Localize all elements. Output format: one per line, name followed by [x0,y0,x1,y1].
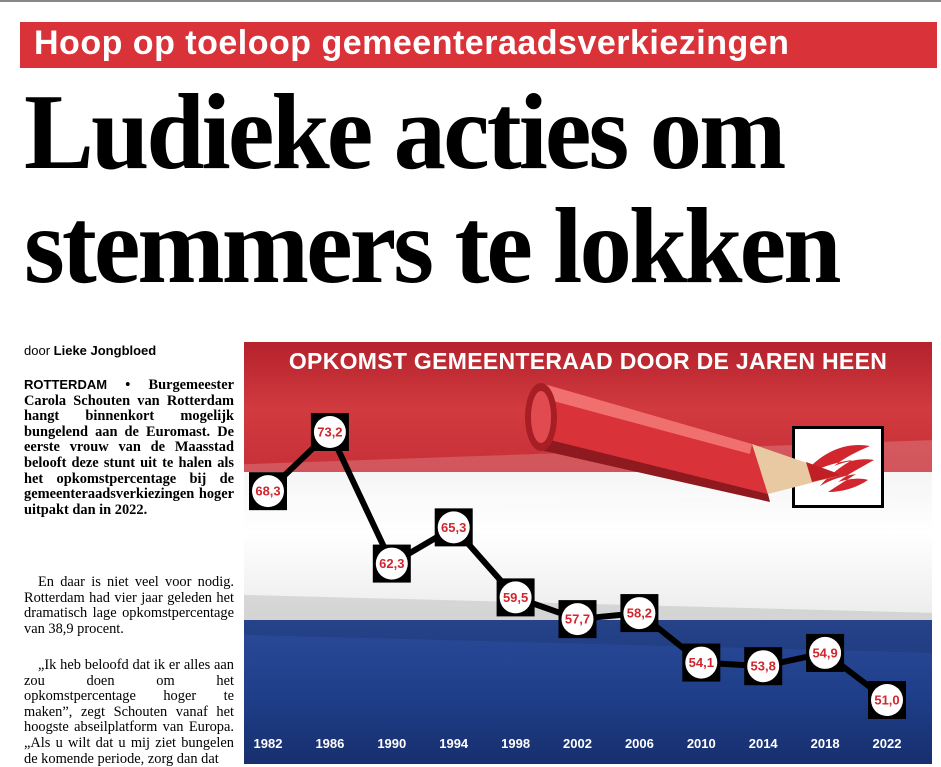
x-tick-label: 1986 [315,736,345,751]
chart-plot [244,342,932,764]
data-label: 73,2 [317,424,343,440]
x-tick-label: 2006 [624,736,654,751]
byline-prefix: door [24,343,51,358]
lead-text: Burgemeester Carola Schouten van Rotterdam hangt binnenkort mogelijk bungelend aan de Euromast. De eerste vrouw van de Maasstad belooft deze stunt uit te halen als het opkomstpercentage bij de gemeenteraadsverkiezingen hoger uitpakt dan in 2022. [24,377,234,518]
turnout-chart [244,342,932,764]
data-point-2022 [868,681,906,719]
data-label: 54,1 [688,655,714,671]
x-tick-label: 1982 [253,736,283,751]
data-point-1982 [249,472,287,510]
lead-paragraph [24,377,234,518]
data-point-1994 [435,508,473,546]
left-margin [0,2,22,762]
x-tick-label: 2002 [563,736,592,751]
kicker-banner [20,22,937,68]
data-label: 53,8 [750,658,776,674]
body-paragraph-2: „Ik heb beloofd dat ik er alles aan zou doen om het opkomstpercentage hoger te maken”, zegt Schouten vanaf het hoogste abseilplatform van Europa. „Als u wilt dat u mij ziet bungelen de komende periode, zorg dan dat [24,657,234,767]
data-point-2014 [744,647,782,685]
data-label: 62,3 [379,556,405,572]
data-point-2018 [806,634,844,672]
x-tick-label: 2010 [686,736,716,751]
data-label: 54,9 [812,645,838,661]
body-paragraph-1: En daar is niet veel voor nodig. Rotterdam had vier jaar geleden het dramatisch lage opkomstpercentage van 38,9 procent. [24,574,234,637]
headline [24,73,912,306]
kicker-text: Hoop op toeloop gemeenteraadsverkiezingen [34,24,790,62]
data-point-2010 [682,644,720,682]
x-axis-ticks [254,736,902,751]
x-tick-label: 1990 [377,736,407,751]
data-label: 68,3 [255,483,281,499]
x-tick-label: 1998 [501,736,531,751]
data-label: 59,5 [502,589,529,605]
pencil-icon [525,383,884,508]
x-tick-label: 2014 [748,736,778,751]
x-tick-label: 2018 [810,736,840,751]
data-point-1986 [311,413,349,451]
data-point-1998 [497,578,535,616]
x-tick-label: 1994 [439,736,469,751]
byline-author: Lieke Jongbloed [53,343,157,358]
data-label: 58,2 [626,605,653,621]
dateline: ROTTERDAM [24,377,108,392]
byline [24,343,156,358]
data-point-2002 [559,600,597,638]
data-point-2006 [620,594,658,632]
dateline-separator: • [107,377,149,393]
data-label: 57,7 [564,611,591,627]
x-tick-label: 2022 [872,736,902,751]
data-label: 51,0 [874,692,900,708]
data-point-1990 [373,545,411,583]
top-rule [0,0,941,2]
chart-title: OPKOMST GEMEENTERAAD DOOR DE JAREN HEEN [288,348,888,374]
headline-line-1: Ludieke acties om [24,73,784,192]
headline-line-2: stemmers te lokken [24,187,839,306]
data-label: 65,3 [441,519,467,535]
